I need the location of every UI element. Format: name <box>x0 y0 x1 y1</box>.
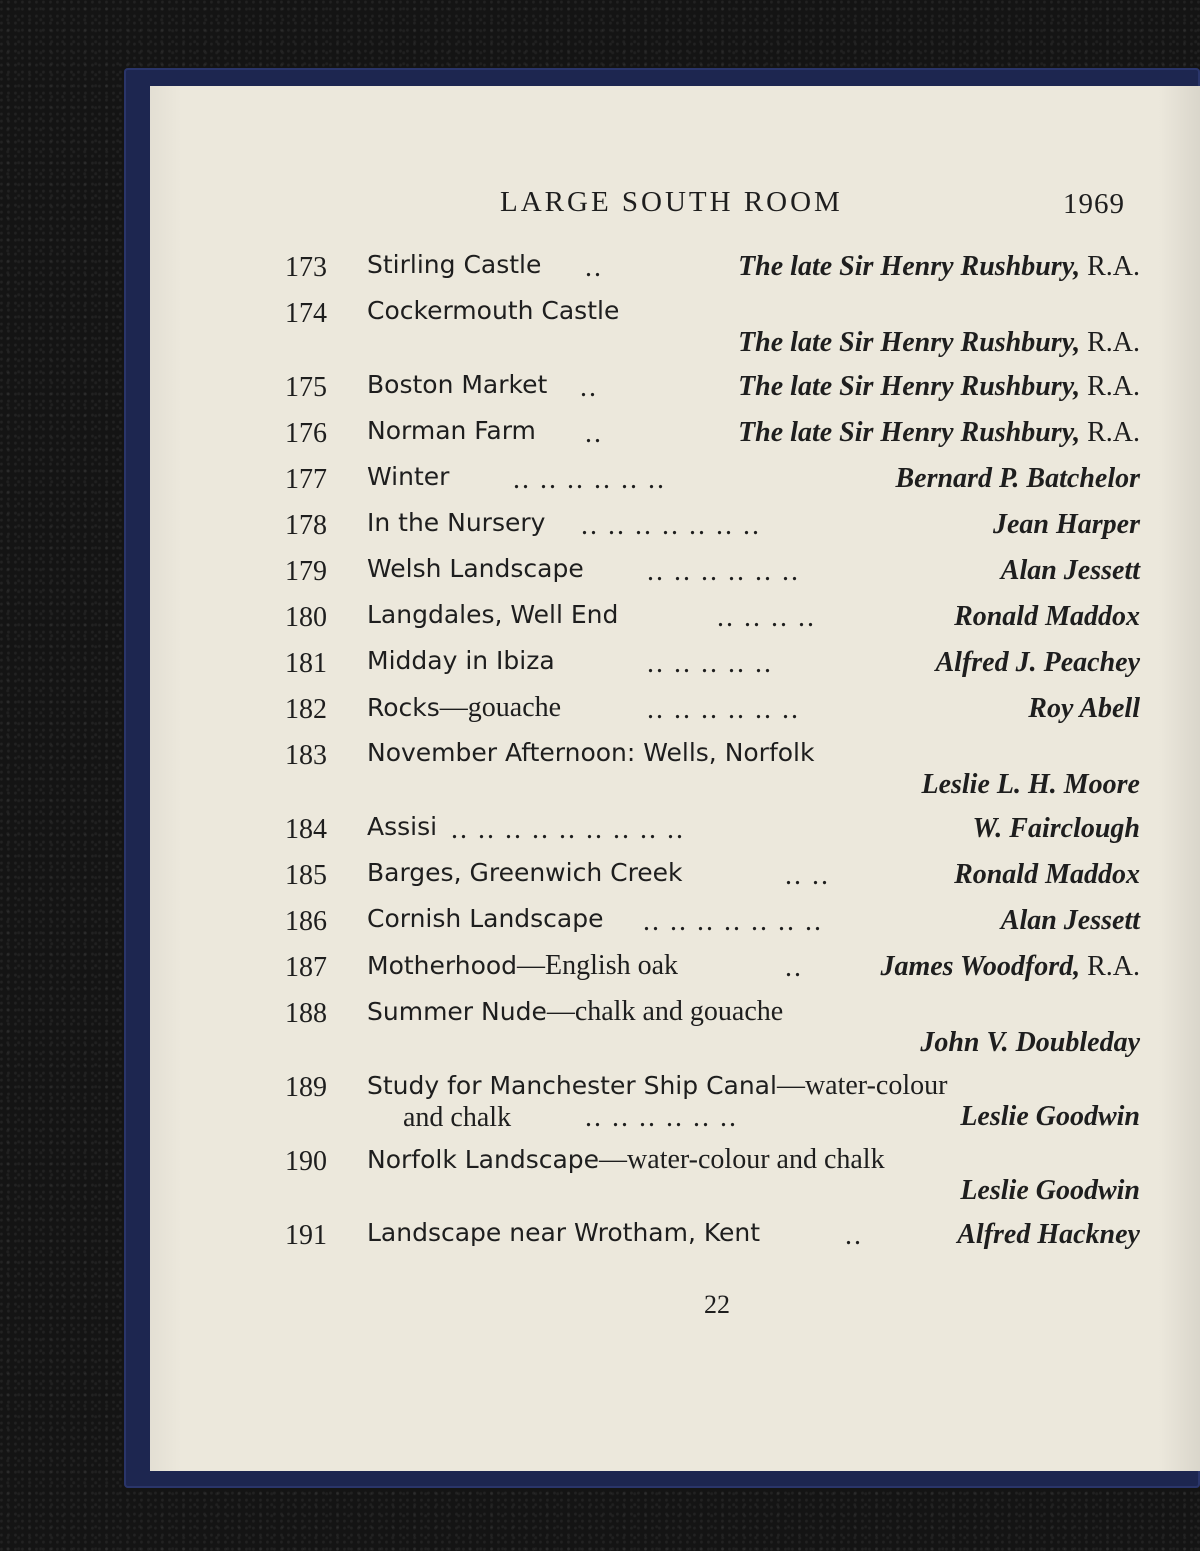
catalogue-entry <box>285 812 1140 858</box>
entry-title <box>367 692 561 724</box>
leader-dots: .. .. .. .. .. .. .. <box>581 510 761 541</box>
entry-artist <box>895 463 1140 495</box>
entry-number: 186 <box>285 906 327 937</box>
artist-name: Alfred Hackney <box>957 1219 1140 1250</box>
leader-dots: .. <box>585 252 603 283</box>
room-title: LARGE SOUTH ROOM <box>500 186 843 218</box>
entry-artist <box>1001 555 1140 587</box>
entry-number: 174 <box>285 298 327 329</box>
entry-artist <box>960 1175 1140 1207</box>
artist-name: The late Sir Henry Rushbury, <box>738 251 1081 282</box>
catalogue-entry <box>285 904 1140 950</box>
leader-dots: .. .. .. .. .. .. <box>647 694 800 725</box>
artist-name: W. Fairclough <box>972 813 1140 844</box>
artist-name: Jean Harper <box>993 509 1140 540</box>
entry-number: 175 <box>285 372 327 403</box>
medium-text: —water-colour <box>776 1070 948 1101</box>
catalogue-entry <box>285 646 1140 692</box>
entry-title: Cockermouth Castle <box>367 296 620 325</box>
artist-name: Leslie Goodwin <box>960 1175 1140 1206</box>
artist-name: The late Sir Henry Rushbury, <box>738 417 1081 448</box>
leader-dots: .. <box>580 372 598 403</box>
entry-artist <box>957 1219 1140 1251</box>
catalogue-entry <box>285 370 1140 416</box>
entry-title: Midday in Ibiza <box>367 646 555 675</box>
page-header <box>0 186 1200 226</box>
entry-number: 190 <box>285 1146 327 1177</box>
leader-dots: .. <box>845 1220 863 1251</box>
catalogue-entry <box>285 1218 1140 1264</box>
entry-artist <box>920 1027 1140 1059</box>
artist-suffix: R.A. <box>1080 251 1140 282</box>
catalogue-entry <box>285 416 1140 462</box>
medium-text: —water-colour and chalk <box>599 1144 885 1175</box>
artist-name: Leslie Goodwin <box>960 1101 1140 1132</box>
entry-number: 181 <box>285 648 327 679</box>
entry-number: 187 <box>285 952 327 983</box>
entry-number: 184 <box>285 814 327 845</box>
entry-artist <box>921 769 1140 801</box>
leader-dots: .. .. .. .. <box>717 602 816 633</box>
artist-name: Ronald Maddox <box>954 601 1140 632</box>
entry-artist <box>993 509 1140 541</box>
entry-title: Langdales, Well End <box>367 600 619 629</box>
entry-title <box>367 1144 885 1176</box>
catalogue-entry <box>285 250 1140 296</box>
entry-artist <box>738 371 1140 403</box>
catalogue-entry <box>285 462 1140 508</box>
catalogue-entry <box>285 996 1140 1070</box>
medium-text: —chalk and gouache <box>546 996 784 1027</box>
entry-title <box>367 950 678 982</box>
entry-artist <box>1028 693 1140 725</box>
entry-artist <box>738 417 1140 449</box>
artist-suffix: R.A. <box>1080 371 1140 402</box>
artist-name: Bernard P. Batchelor <box>895 463 1140 494</box>
leader-dots: .. .. .. .. .. .. <box>647 556 800 587</box>
entry-number: 191 <box>285 1220 327 1251</box>
title-text: Rocks <box>367 693 440 722</box>
entry-title: Barges, Greenwich Creek <box>367 858 683 887</box>
title-text: Study for Manchester Ship Canal <box>367 1071 777 1100</box>
entry-continuation: and chalk <box>403 1102 512 1133</box>
title-text: Summer Nude <box>367 997 547 1026</box>
entry-title: Winter <box>367 462 450 491</box>
artist-name: The late Sir Henry Rushbury, <box>738 327 1081 358</box>
entry-number: 179 <box>285 556 327 587</box>
catalogue-entry <box>285 508 1140 554</box>
entry-artist <box>954 601 1140 633</box>
catalogue-entry <box>285 738 1140 812</box>
entry-number: 180 <box>285 602 327 633</box>
entry-title: November Afternoon: Wells, Norfolk <box>367 738 815 767</box>
entry-title <box>367 1070 947 1102</box>
entry-number: 178 <box>285 510 327 541</box>
catalogue-entries <box>285 250 1140 1264</box>
catalogue-entry <box>285 950 1140 996</box>
entry-number: 185 <box>285 860 327 891</box>
leader-dots: .. <box>785 952 803 983</box>
leader-dots: .. .. .. .. .. <box>647 648 773 679</box>
artist-suffix: R.A. <box>1080 951 1140 982</box>
entry-title: In the Nursery <box>367 508 546 537</box>
entry-title: Landscape near Wrotham, Kent <box>367 1218 761 1247</box>
leader-dots: .. .. .. .. .. .. <box>585 1102 738 1133</box>
page-number: 22 <box>704 1290 730 1319</box>
entry-artist <box>954 859 1140 891</box>
catalogue-entry <box>285 858 1140 904</box>
catalogue-entry <box>285 1070 1140 1144</box>
artist-name: Alan Jessett <box>1000 905 1140 936</box>
entry-artist <box>1001 905 1140 937</box>
leader-dots: .. <box>585 418 603 449</box>
leader-dots: .. .. .. .. .. .. .. .. .. <box>451 814 685 845</box>
entry-title: Assisi <box>367 812 438 841</box>
catalogue-entry <box>285 554 1140 600</box>
medium-text: —English oak <box>517 950 679 981</box>
leader-dots: .. .. .. .. .. .. .. <box>643 906 823 937</box>
entry-number: 188 <box>285 998 327 1029</box>
entry-title: Stirling Castle <box>367 250 542 279</box>
year: 1969 <box>1063 188 1125 220</box>
entry-artist <box>738 251 1140 283</box>
entry-number: 183 <box>285 740 327 771</box>
artist-name: Roy Abell <box>1028 693 1140 724</box>
artist-name: Alfred J. Peachey <box>935 647 1140 678</box>
artist-name: Alan Jessett <box>1000 555 1140 586</box>
entry-number: 176 <box>285 418 327 449</box>
catalogue-entry <box>285 1144 1140 1218</box>
medium-text: —gouache <box>439 692 562 723</box>
entry-title: Cornish Landscape <box>367 904 604 933</box>
entry-artist <box>880 951 1140 983</box>
catalogue-entry <box>285 600 1140 646</box>
artist-name: Ronald Maddox <box>954 859 1140 890</box>
entry-number: 189 <box>285 1072 327 1103</box>
artist-name: Leslie L. H. Moore <box>921 769 1140 800</box>
entry-title: Boston Market <box>367 370 548 399</box>
entry-number: 182 <box>285 694 327 725</box>
entry-artist <box>960 1101 1140 1133</box>
entry-title <box>367 996 783 1028</box>
title-text: Motherhood <box>367 951 518 980</box>
catalogue-entry <box>285 296 1140 370</box>
entry-number: 177 <box>285 464 327 495</box>
entry-artist <box>738 327 1140 359</box>
artist-suffix: R.A. <box>1080 417 1140 448</box>
entry-artist <box>972 813 1140 845</box>
entry-number: 173 <box>285 252 327 283</box>
artist-name: James Woodford, <box>880 951 1081 982</box>
entry-artist <box>936 647 1141 679</box>
leader-dots: .. .. <box>785 860 830 891</box>
catalogue-entry <box>285 692 1140 738</box>
artist-suffix: R.A. <box>1080 327 1140 358</box>
entry-title: Norman Farm <box>367 416 536 445</box>
entry-title: Welsh Landscape <box>367 554 584 583</box>
title-text: Norfolk Landscape <box>367 1145 600 1174</box>
leader-dots: .. .. .. .. .. .. <box>513 464 666 495</box>
artist-name: The late Sir Henry Rushbury, <box>738 371 1081 402</box>
artist-name: John V. Doubleday <box>920 1027 1140 1058</box>
